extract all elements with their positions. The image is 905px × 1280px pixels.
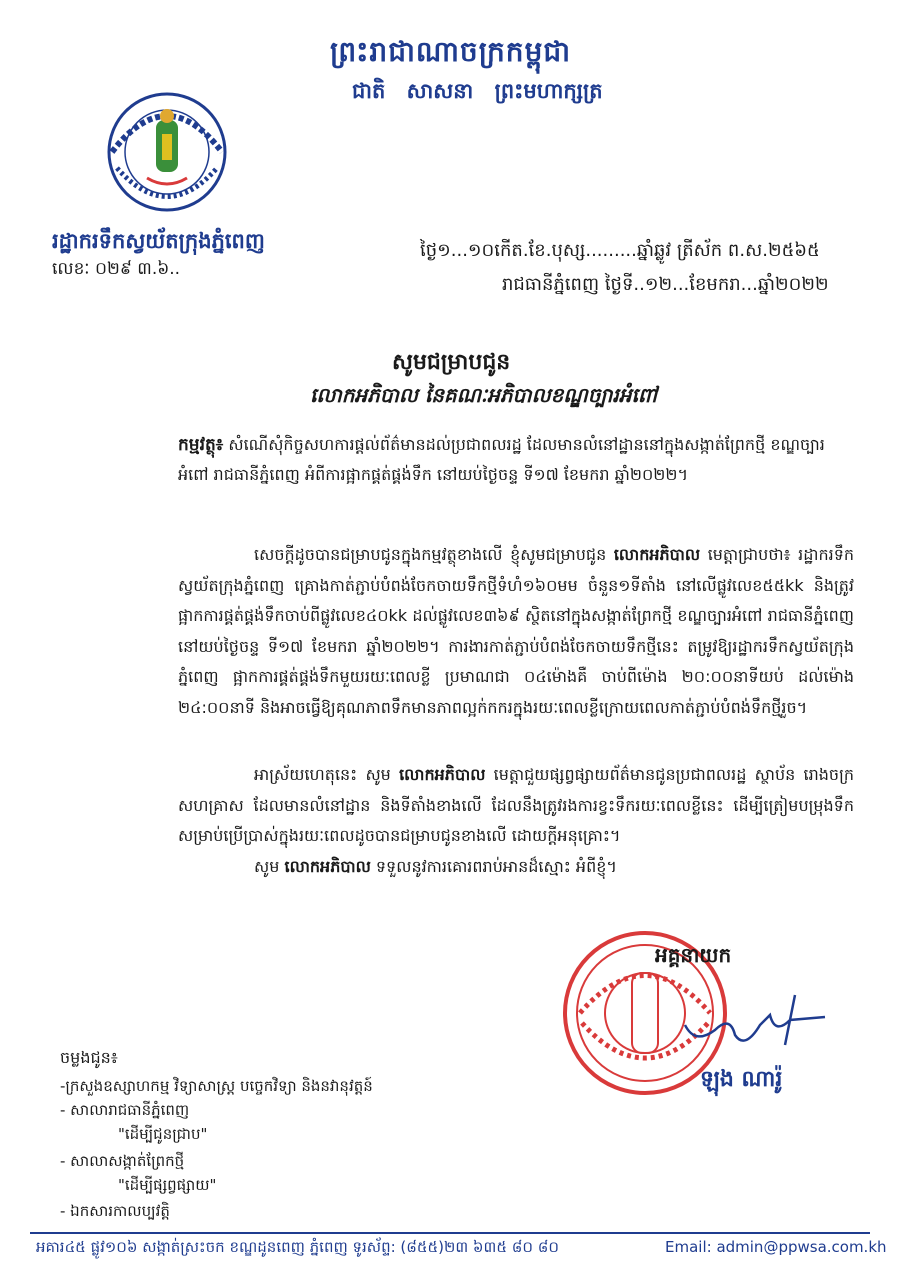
recipient-title: លោកអភិបាល នៃគណៈអភិបាលខណ្ឌច្បារអំពៅ: [310, 383, 657, 407]
subject-block: [178, 430, 854, 489]
cc-note: "ដើម្បីជូនជ្រាប": [118, 1125, 208, 1143]
lunar-date: ថ្ងៃ១...១០កើត.ខែ.បុស្ស.........ឆ្នាំឆ្លូវ ត្រីស័ក ព.ស.២៥៦៥: [420, 240, 820, 261]
p3-text-b: ទទួលនូវការគោរពរាប់អានដ៏ស្មោះ អំពីខ្ញុំ។: [370, 857, 617, 876]
p3-text-a: សូម: [254, 857, 285, 876]
body-paragraph-2: [178, 760, 854, 852]
cc-item: - សាលាសង្កាត់ព្រែកថ្មី: [60, 1152, 185, 1170]
cc-item: - សាលារាជធានីភ្នំពេញ: [60, 1101, 190, 1119]
handwritten-signature: [675, 985, 840, 1060]
cc-item: - ឯកសារកាលប្បវត្តិ: [60, 1202, 170, 1220]
p2-text-b: មេត្តាជួយផ្សព្វផ្សាយព័ត៌មានជូនប្រជាពលរដ្ឋ ស្ថាប័ន រោងចក្រ សហគ្រាស ដែលមានលំនៅដ្ឋាន និងទីតាំងខាងលើ ដែលនឹងត្រូវរងការខ្វះទឹករយៈពេលខ្លីនេះ ដើម្បីត្រៀមបម្រុងទឹកសម្រាប់ប្រើប្រាស់ក្នុងរយៈពេលដូចបានជម្រាបជូនខាងលើ ដោយក្តីអនុគ្រោះ។: [178, 765, 854, 845]
footer-divider: [30, 1232, 870, 1234]
organization-name: រដ្ឋាករទឹកស្វយ័តក្រុងភ្នំពេញ: [52, 229, 265, 253]
p2-text-a: អាស្រ័យហេតុនេះ សូម: [254, 765, 400, 784]
ppwsa-logo: [92, 90, 242, 220]
p2-bold: លោកអភិបាល: [399, 765, 486, 784]
cc-title: ចម្លងជូន៖: [60, 1048, 118, 1067]
reference-number: លេខៈ ០២៩ ៣.៦..: [52, 259, 181, 279]
p1-bold: លោកអភិបាល: [613, 545, 701, 564]
p3-bold: លោកអភិបាល: [284, 857, 371, 876]
body-paragraph-1: [178, 540, 854, 723]
subject-text: សំណើសុំកិច្ចសហការផ្តល់ព័ត៌មានដល់ប្រជាពលរដ្ឋ ដែលមានលំនៅដ្ឋាននៅក្នុងសង្កាត់ព្រែកថ្មី ខណ្ឌច្បារអំពៅ រាជធានីភ្នំពេញ អំពីការផ្អាកផ្គត់ផ្គង់ទឹក នៅយប់ថ្ងៃចន្ទ ទី១៧ ខែមករា ឆ្នាំ២០២២។: [178, 435, 825, 484]
solar-date: រាជធានីភ្នំពេញ ថ្ងៃទី..១២...ខែមករា...ឆ្នាំ២០២២: [502, 274, 829, 295]
subject-label: កម្មវត្ថុ៖: [178, 435, 224, 455]
national-motto: ជាតិ សាសនា ព្រះមហាក្សត្រ: [352, 79, 603, 103]
p1-text-b: មេត្តាជ្រាបថា៖ រដ្ឋាករទឹកស្វយ័តក្រុងភ្នំពេញ គ្រោងកាត់ភ្ជាប់បំពង់ចែកចាយទឹកថ្មីទំហំ១៦០មម ចំនួន១ទីតាំង នៅលើផ្លូវលេខ៥៥kk និងត្រូវផ្អាកការផ្គត់ផ្គង់ទឹកចាប់ពីផ្លូវលេខ៤០kk ដល់ផ្លូវលេខ៣៦៩ ស្ថិតនៅក្នុងសង្កាត់ព្រែកថ្មី ខណ្ឌច្បារអំពៅ រាជធានីភ្នំពេញ នៅយប់ថ្ងៃចន្ទ ទី១៧ ខែមករា ឆ្នាំ២០២២។ ការងារកាត់ភ្ជាប់បំពង់ចែកចាយទឹកថ្មីនេះ តម្រូវឱ្យរដ្ឋាករទឹកស្វយ័តក្រុងភ្នំពេញ ផ្អាកការផ្គត់ផ្គង់ទឹកមួយរយៈពេលខ្លី ប្រមាណជា ០៤ម៉ោងគឺ ចាប់ពីម៉ោង ២០:០០នាទីយប់ ដល់ម៉ោង ២៤:០០នាទី និងអាចធ្វើឱ្យគុណភាពទឹកមានភាពល្អក់កករក្នុងរយៈពេលខ្លីក្រោយពេលកាត់ភ្ជាប់បំពង់ទឹកថ្មីរួច។: [178, 545, 855, 717]
p1-text-a: សេចក្តីដូចបានជម្រាបជូនក្នុងកម្មវត្ថុខាងលើ ខ្ញុំសូមជម្រាបជូន: [254, 545, 614, 564]
cc-item: -ក្រសួងឧស្សាហកម្ម វិទ្យាសាស្ត្រ បច្ចេកវិទ្យា និងនវានុវត្តន៍: [60, 1077, 373, 1095]
footer-address: អគារ៤៥ ផ្លូវ១០៦ សង្កាត់ស្រះចក ខណ្ឌដូនពេញ ភ្នំពេញ ទូរស័ព្ទ: (៨៥៥)២៣ ៦៣៥ ៨០ ៨០: [36, 1238, 560, 1256]
salutation-respect: សូមជម្រាបជូន: [392, 350, 511, 375]
body-paragraph-3: [178, 852, 854, 883]
signatory-name: ឡុង ណារ៉ូ: [700, 1067, 783, 1092]
footer-email[interactable]: Email: admin@ppwsa.com.kh: [665, 1238, 887, 1256]
signatory-title: អគ្គនាយក: [655, 943, 732, 967]
kingdom-title: ព្រះរាជាណាចក្រកម្ពុជា: [330, 35, 572, 68]
cc-note: "ដើម្បីផ្សព្វផ្សាយ": [118, 1176, 217, 1194]
